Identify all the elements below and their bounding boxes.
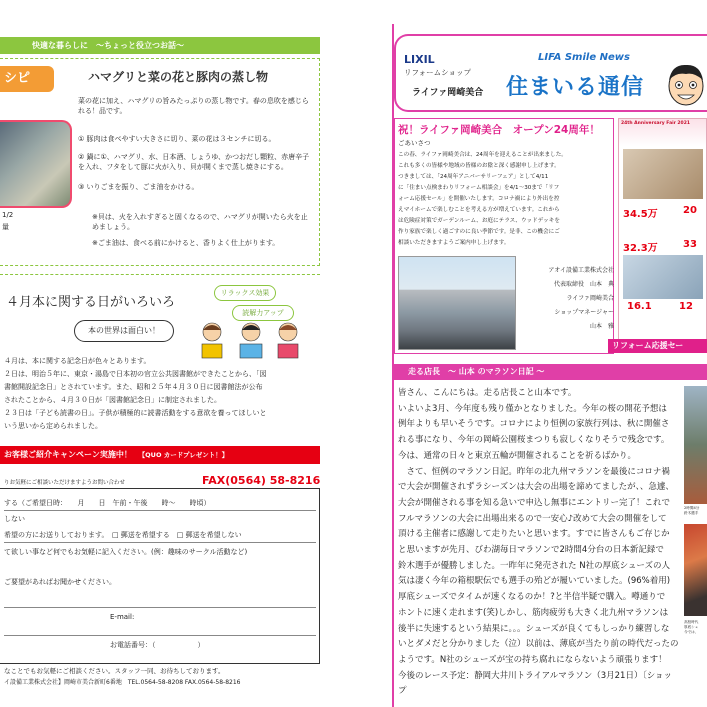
company-name: ライファ岡崎美合 (412, 88, 484, 98)
recipe-step-1: ① 豚肉は食べやすい大きさに切り、菜の花は３センチに切る。 (78, 135, 276, 143)
recipe-tag: シピ (0, 66, 54, 92)
recipe-note-1: ※貝は、火を入れすぎると固くなるので、ハマグリが開いたら火を止めましょう。 (92, 213, 308, 231)
flyer-price-2: 20 (683, 205, 697, 216)
form-email-label: E-mail: (110, 613, 135, 621)
flyer-price-1: 34.5万 (623, 209, 658, 220)
greeting: ごあいさつ (398, 139, 431, 147)
news-title: LIFA Smile News (538, 52, 630, 63)
form-row-visit[interactable]: する（ご希望日時： 月 日 午前・午後 時～ 時頃） (4, 498, 316, 511)
recipe-note-2: ※ごま油は、食べる前にかけると、香りよく仕上がります。 (92, 239, 280, 247)
form-footer-1: なことでもお気軽にご相談ください。スタッフ一同、お待ちしております。 (4, 667, 225, 675)
campaign-bar (0, 446, 320, 464)
form-footer-2: イ設備工業株式会社】岡崎市美合新町6番地 TEL.0564-58-8208 FAX.0564-58-8216 (4, 679, 241, 686)
marathon-article: 皆さん、こんにちは。走る店長こと山本です。 いよいよ3月、今年度も残り僅かとなりました。今年の桜の開花予想は 例年よりも早いそうです。コロナにより恒例の家族行列は、秋に開催さ れる事になり、今年の岡崎公園桜まつりも寂しくなりそうで残念です。 今は、通常の日々と東京五輪が開催されることを祈るばかり。 さて、恒例のマラソン日記。昨年の北九州マラソンを最後にコロナ禍 で大会が開催されずラシーズンは大会の出場を諦めてましたが、、急遽、 大会が開催される事を知る急いで申込し無事にエントリー完了！これで フルマラソンの大会に出場出来るので一安心♪改めて大会の開催をして 頂ける主催者に感謝して走りたいと思います。すでに皆さんもご存じか と思いますが先月、びわ湖毎日マラソンで2時間4分台の日本新記録で 鈴木選手が優勝しました。一昨年に発売された N社の厚底シューズの人 気は凄く今年の箱根駅伝でも選手の殆どが履いていました。(96%着用) 厚底シューズでタイムが速くなるのか！?と半信半疑で購入。噂通りで ホントに速く走れます(笑)しかし、筋肉疲労も大きく北九州マラソンは 後半に失速するという結果に。。。シューズが良くてもしっかり練習しな いとダメだと分かりました（泣）以前は、薄底が当たり前の時代だったの ようです。N社のシューズが宝の持ち腐れにならないよう頑張ります！ 今後のレース予定：静岡大井川トライアルマラソン（3月21日）〔ショップ (398, 388, 679, 697)
anniversary-title: 祝！ライファ岡崎美合 オープン24周年！ (398, 124, 600, 136)
flyer-image-2 (623, 255, 703, 299)
recipe-step-3: ③ いりごまを振り、ごま油をかける。 (78, 183, 199, 191)
recipe-serving-unit: 量 (2, 223, 9, 231)
tag-relax: リラックス効果 (214, 285, 276, 301)
campaign-sub: 【QUO カードプレゼント！】 (138, 451, 229, 459)
recipe-intro: 菜の花に加え、ハマグリの旨みたっぷりの蒸し物です。春の息吹を感じられる！品です。 (78, 97, 309, 115)
form-row-mail[interactable]: 希望の方にお送りしております。 □ 郵送を希望する □ 郵送を希望しない (4, 530, 316, 543)
lixil-logo: LIXIL リフォームショップ (404, 48, 486, 78)
newsletter-title: 住まいる通信 (506, 75, 645, 100)
form-row-no-visit[interactable]: しない (4, 515, 25, 523)
mascot-face-illustration (664, 60, 707, 108)
marathon-bar: 走る店長 ～ 山本 のマラソン日記 ～ (394, 364, 707, 380)
recipe-photo (0, 120, 72, 208)
reading-title: ４月本に関する日がいろいろ (6, 295, 176, 310)
form-row-free: て欲しい事など何でもお気軽に記入ください。(例：趣味のサークル活動など) (4, 548, 248, 556)
flyer-top: 24th Anniversary Fair 2021 (621, 121, 690, 126)
recipe-serving: 1/2 (2, 211, 14, 219)
flyer-banner: リフォーム応援セー (608, 339, 707, 353)
form-phone-label: お電話番号：（ ） (110, 641, 205, 649)
flyer-price-3: 32.3万 (623, 243, 658, 254)
reading-line-3: 書館開設記念日」とされています。また、昭和２５年４月３０日に図書館法が公布 (4, 383, 263, 391)
recipe-step-2: ② 鍋に①、ハマグリ、水、日本酒、しょうゆ、かつおだし顆粒、赤唐辛子を入れ、フタをして豚に火が入り、貝が開くまで蒸し焼きにする。 (78, 153, 310, 171)
reading-line-4: されたことから、４月３０日が「図書館記念日」に制定されました。 (4, 396, 221, 404)
marathon-caption-1: 2時間4分 鈴木選手 (684, 506, 700, 515)
speech-bubble: 本の世界は面白い！ (74, 320, 174, 342)
form-row-request: ご要望があればお聞かせください。 (4, 578, 116, 586)
flyer-price-4: 33 (683, 239, 697, 250)
sale-flyer (618, 118, 707, 348)
marathon-caption-2: 高校時代 厚底シュ 今では、 (684, 620, 699, 634)
anniversary-body: この春、ライファ岡崎美合は、24周年を迎えることが出来ました。 これも多くの皆様や地域の皆様のお陰と深く感謝申し上げます。 つきましては、「24周年アニバーサリーフェア」として4/11 に「住まい点検まわりリフォーム相談会」を4/1～30まで「リフ ォーム応援セール」を開催いたします。コロナ禍により外出を控 えマイホームで楽しむことを考える方が増えています。これから は危険症対策でガーデンルーム、お庭にテラス、ウッドデッキを 作り家族で楽しく過ごすのに良い季節です。是非、この機会にご 相談いただきますようご案内申し上げます。 (398, 152, 567, 246)
tag-reading: 読解力アップ (232, 305, 294, 321)
marathon-photo-2 (684, 524, 707, 616)
reading-line-2: ２日は、明治５年に、東京・湯島で日本初の官立公共図書館ができたことから、「図 (4, 370, 267, 378)
campaign-title: お客様ご紹介キャンペーン実施中！ (4, 450, 132, 459)
flyer-price-6: 12 (679, 301, 693, 312)
reading-line-6: いう思いから定められました。 (4, 422, 102, 430)
signature: アオイ設備工業株式会社 代表取締役 山本 典 ライファ岡崎美合 ショップマネージャー 山本 雅 (548, 267, 614, 330)
lixil-logo-sub: リフォームショップ (404, 68, 471, 77)
fax-number: FAX(0564) 58-8216 (202, 474, 321, 487)
flyer-image-1 (623, 149, 703, 199)
form-line-1 (4, 607, 316, 608)
marathon-photo-1 (684, 386, 707, 504)
left-section-header: 快適な暮らしに ～ちょっと役立つお話～ (0, 37, 320, 54)
divider (0, 274, 320, 275)
recipe-title: ハマグリと菜の花と豚肉の蒸し物 (88, 70, 269, 84)
store-photo (398, 256, 516, 350)
campaign-note: りお気軽にご相談いただけますようお問い合わせ (4, 480, 126, 486)
reading-line-1: ４月は、本に関する記念日が色々とあります。 (4, 357, 151, 365)
form-line-2 (4, 635, 316, 636)
flyer-price-5: 16.1 (627, 301, 652, 312)
reading-line-5: ２３日は「子ども読書の日」。子供が積極的に読書活動をする意欲を養ってほしいと (4, 409, 267, 417)
